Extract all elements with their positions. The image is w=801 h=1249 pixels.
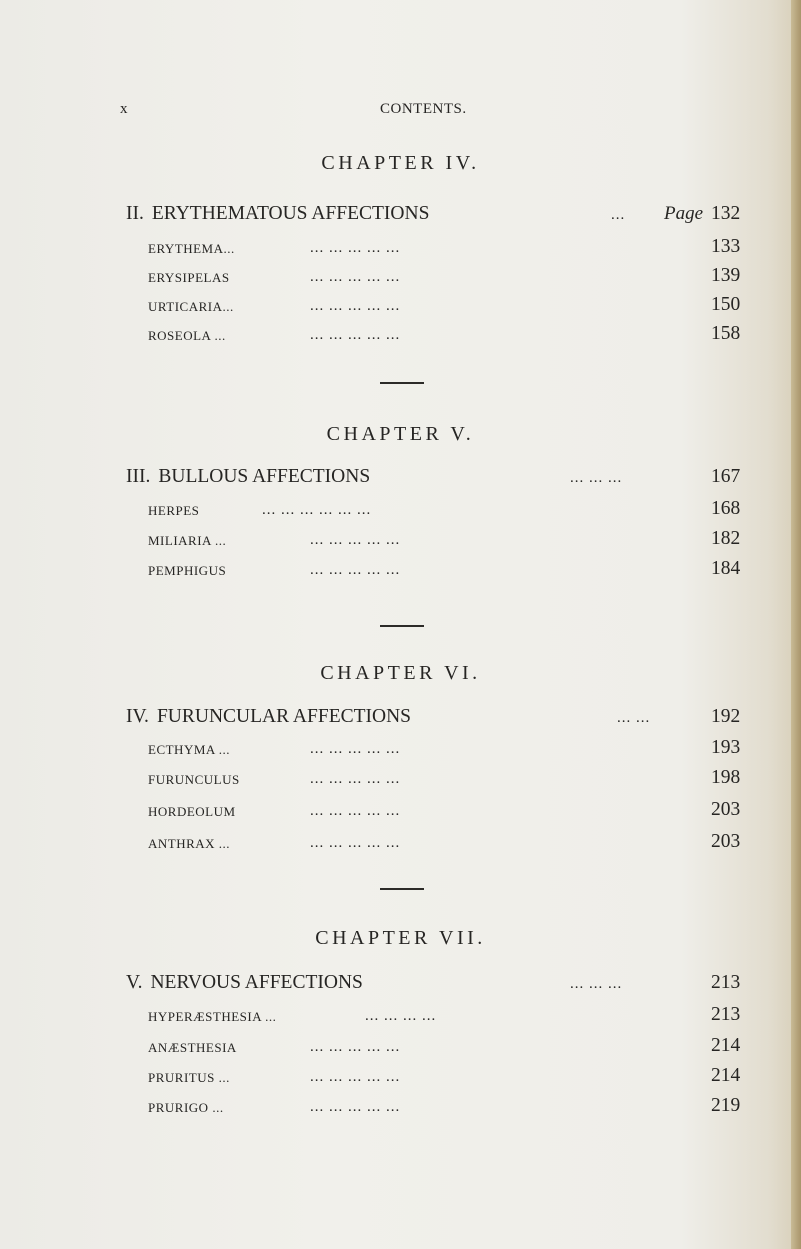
leader-dots: ... ... ... ... ... ... — [262, 502, 372, 518]
entry-name: ERYSIPELAS — [148, 270, 230, 285]
entry-row — [0, 831, 801, 857]
page-number: 213 — [711, 1004, 741, 1025]
page-number: 192 — [711, 706, 741, 727]
entry-name: HYPERÆSTHESIA ... — [148, 1009, 277, 1024]
entry-row — [0, 1004, 801, 1030]
running-title: CONTENTS. — [380, 101, 467, 117]
leader-dots: ... ... ... ... ... — [310, 269, 401, 285]
page-number: 214 — [711, 1035, 741, 1056]
leader-dots: ... ... ... ... ... — [310, 835, 401, 851]
entry-row — [0, 528, 801, 554]
page-number-roman: x — [120, 101, 129, 117]
page-number: 213 — [711, 972, 741, 993]
page-number: 219 — [711, 1095, 741, 1116]
page-number: 214 — [711, 1065, 741, 1086]
leader-dots: ... ... ... ... ... — [310, 298, 401, 314]
entry-name: PEMPHIGUS — [148, 563, 227, 578]
section-row — [0, 203, 801, 229]
section-title: FURUNCULAR AFFECTIONS — [156, 706, 412, 727]
section-row — [0, 466, 801, 492]
page-number: 132 — [711, 203, 741, 224]
page-number: 184 — [711, 558, 741, 579]
entry-name: ECTHYMA ... — [148, 742, 231, 757]
entry-row — [0, 558, 801, 584]
page-number: 158 — [711, 323, 741, 344]
leader-dots: ... — [611, 207, 626, 223]
section-row — [0, 972, 801, 998]
entry-name: ERYTHEMA... — [148, 241, 235, 256]
running-header — [0, 101, 801, 121]
entry-name: ANTHRAX ... — [148, 836, 231, 851]
section-title: BULLOUS AFFECTIONS — [158, 466, 371, 487]
section-title: ERYTHEMATOUS AFFECTIONS — [151, 203, 430, 224]
entry-row — [0, 498, 801, 524]
page-number: 203 — [711, 831, 741, 852]
page-number: 133 — [711, 236, 741, 257]
entry-row — [0, 265, 801, 291]
leader-dots: ... ... ... ... ... — [310, 741, 401, 757]
entry-row — [0, 294, 801, 320]
entry-row — [0, 1035, 801, 1061]
leader-dots: ... ... ... ... ... — [310, 1099, 401, 1115]
section-numeral: IV. — [126, 706, 149, 727]
leader-dots: ... ... ... ... — [365, 1008, 437, 1024]
leader-dots: ... ... ... ... ... — [310, 803, 401, 819]
entry-name: PRURITUS ... — [148, 1070, 230, 1085]
section-numeral: III. — [126, 466, 151, 487]
entry-name: ROSEOLA ... — [148, 328, 226, 343]
entry-row — [0, 799, 801, 825]
entry-row — [0, 236, 801, 262]
page-edge — [791, 0, 801, 1249]
section-divider — [380, 888, 424, 890]
entry-row — [0, 1095, 801, 1121]
entry-name: ANÆSTHESIA — [148, 1040, 237, 1055]
leader-dots: ... ... ... ... ... — [310, 562, 401, 578]
section-numeral: V. — [126, 972, 143, 993]
entry-name: HERPES — [148, 503, 200, 518]
leader-dots: ... ... ... — [570, 976, 623, 992]
leader-dots: ... ... ... ... ... — [310, 1039, 401, 1055]
page-number: 150 — [711, 294, 741, 315]
entry-name: PRURIGO ... — [148, 1100, 224, 1115]
section-divider — [380, 382, 424, 384]
entry-row — [0, 323, 801, 349]
section-title: NERVOUS AFFECTIONS — [150, 972, 363, 993]
leader-dots: ... ... ... — [570, 470, 623, 486]
leader-dots: ... ... ... ... ... — [310, 240, 401, 256]
page-number: 182 — [711, 528, 741, 549]
entry-name: URTICARIA... — [148, 299, 234, 314]
section-numeral: II. — [126, 203, 144, 224]
entry-name: FURUNCULUS — [148, 772, 240, 787]
chapter-heading: CHAPTER VII. — [315, 927, 486, 949]
page-number: 168 — [711, 498, 741, 519]
entry-row — [0, 737, 801, 763]
leader-dots: ... ... ... ... ... — [310, 1069, 401, 1085]
entry-row — [0, 1065, 801, 1091]
leader-dots: ... ... ... ... ... — [310, 327, 401, 343]
page-number: 139 — [711, 265, 741, 286]
chapter-heading: CHAPTER V. — [326, 423, 475, 445]
section-row — [0, 706, 801, 732]
entry-name: MILIARIA ... — [148, 533, 227, 548]
leader-dots: ... ... — [617, 710, 651, 726]
entry-name: HORDEOLUM — [148, 804, 236, 819]
entry-row — [0, 767, 801, 793]
leader-dots: ... ... ... ... ... — [310, 771, 401, 787]
page-number: 203 — [711, 799, 741, 820]
chapter-heading: CHAPTER IV. — [321, 152, 480, 174]
leader-dots: ... ... ... ... ... — [310, 532, 401, 548]
page-number: 198 — [711, 767, 741, 788]
section-divider — [380, 625, 424, 627]
chapter-heading: CHAPTER VI. — [320, 662, 481, 684]
page-number: 193 — [711, 737, 741, 758]
page-prefix: Page — [664, 203, 704, 224]
page-number: 167 — [711, 466, 741, 487]
